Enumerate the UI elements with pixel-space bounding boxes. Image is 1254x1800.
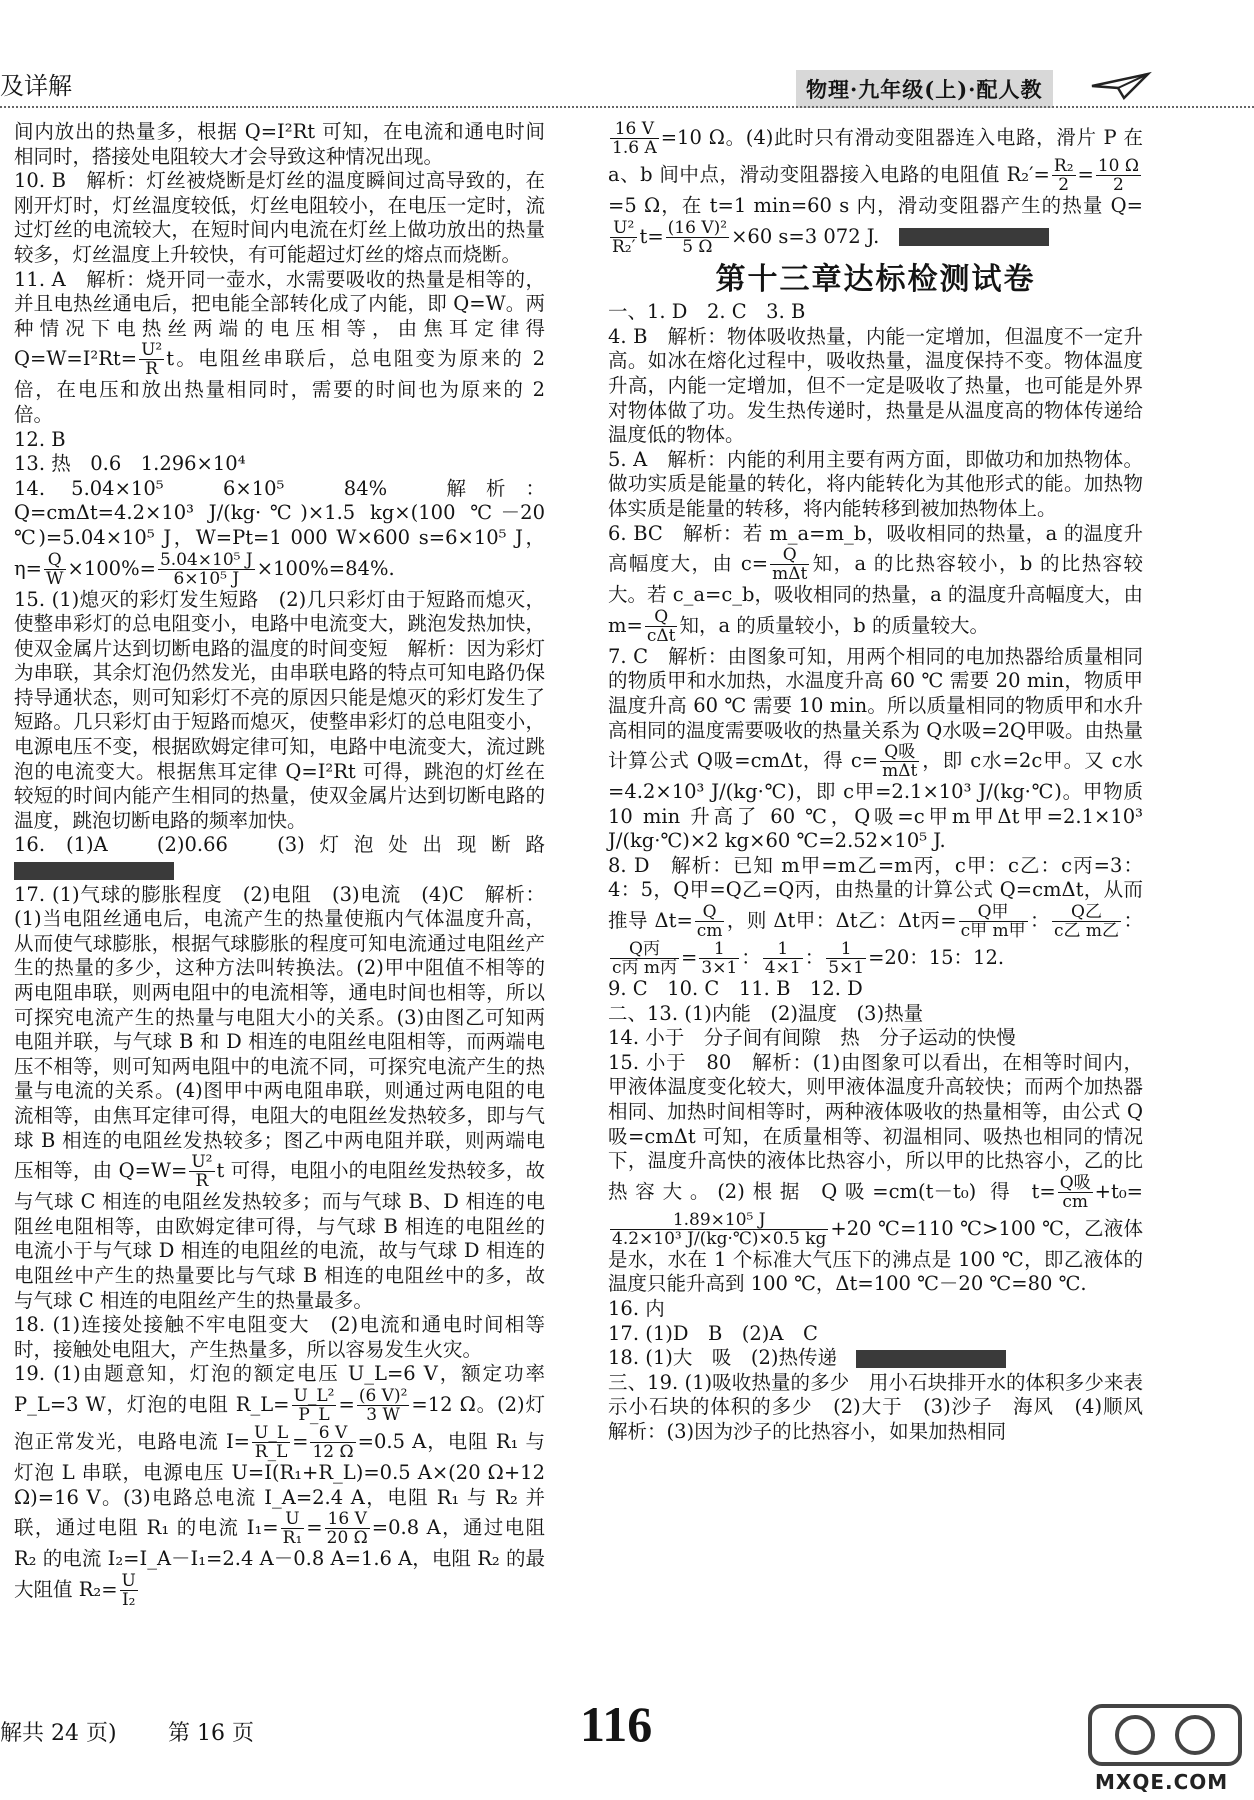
redaction-bar	[899, 228, 1049, 246]
footer-page: 第 16 页	[168, 1721, 254, 1746]
answer-14: 14. 小于 分子间有间隙 热 分子运动的快慢	[608, 1026, 1016, 1050]
fraction: $\frac{\text{Q丙}}{\text{c丙 m丙}}$	[612, 939, 678, 979]
fraction: $\frac{16 V}{20 \Omega}$	[326, 1509, 368, 1549]
fraction: $\frac{\text{(16 V)²}}{5 \Omega}$	[667, 217, 728, 257]
answer-19: 三、19. (1)吸收热量的多少 用小石块排开水的体积多少来表示小石块的体积的多少 (2)大于 (3)沙子 海风 (4)顺风 解析：(3)因为沙子的比热容小，如果加热相同	[608, 1370, 1163, 1443]
answer-13: 13. 热 0.6 1.296×10⁴	[14, 452, 246, 476]
fraction: $\frac{\text{Q吸}}{\text{mΔt}}$	[882, 742, 918, 782]
answer-15: 15. (1)熄灭的彩灯发生短路 (2)几只彩灯由于短路而熄灭，使整串彩灯的总电阻变小，电路中电流变大，跳泡发热加快，使双金属片达到切断电路的温度的时间变短 解析：因为彩灯为串联，其余灯泡仍然发光，由串联电路的特点可知电路仍保持导通状态，则可知彩灯不亮的原因只能是熄灭的彩灯发生了短路。几只彩灯由于短路而熄灭，使整串彩灯的总电阻变小，电源电压不变，根据欧姆定律可知，电路中电流变大，流过跳泡的电流变大。根据焦耳定律 Q=I²Rt 可得，跳泡的灯丝在较短的时间内能产生相同的热量，使双金属片达到切断电路的温度，跳泡切断电路的频率加快。	[14, 587, 545, 832]
answer-1-3: 一、1. D 2. C 3. B	[608, 300, 806, 324]
fraction: $\frac{\text{U²}}{R}$	[191, 1152, 213, 1192]
answer-18: 18. (1)连接处接触不牢电阻变大 (2)电流和通电时间相等时，接触处电阻大，产生热量多，所以容易发生火灾。	[14, 1313, 545, 1361]
fraction: $\frac{U}{\text{I₂}}$	[121, 1570, 136, 1610]
answer-5: 5. A 解析：内能的利用主要有两方面，即做功和加热物体。做功实质是能量的转化，将内能转化为其他形式的能。加热物体实质是能量的转移，将内能转移到被加热物体上。	[608, 447, 1143, 520]
answer-4: 4. B 解析：物体吸收热量，内能一定增加，但温度不一定升高。如冰在熔化过程中，吸收热量，温度保持不变。物体温度升高，内能一定增加，但不一定是吸收了热量，也可能是外界对物体做了功。发生热传递时，热量是从温度高的物体传递给温度低的物体。	[608, 324, 1143, 447]
fraction: $\frac{Q}{W}$	[46, 549, 64, 589]
header-right: 物理·九年级(上)·配人教	[796, 70, 1053, 108]
header-divider	[0, 106, 1254, 108]
fraction: $\frac{\text{U\_L²}}{P\_L}$	[293, 1385, 335, 1425]
answer-19: 19. (1)由题意知，灯泡的额定电压 U_L=6 V，额定功率 P_L=3 W，灯泡的电阻 R_L= $\frac{\text{U\_L²}}{P\_L}$ = $\frac{\text{(6 V)²}}{3 W}$ =12 Ω。(2)灯泡正常发光，电路电流 I= $\frac{U\_L}{R\_L}$ = $\frac{6 V}{12 \Omega}$ =0.5 A，电阻 R₁ 与灯泡 L 串联，电源电压 U=I(R₁+R_L)=0.5 A×(20 Ω+12 Ω)=16 V。(3)电路总电流 I_A=2.4 A，电阻 R₁ 与 R₂ 并联，通过电阻 R₁ 的电流 I₁= $\frac{U}{\text{R₁}}$ = $\frac{16 V}{20 \Omega}$ =0.8 A，通过电阻 R₂ 的电流 I₂=I_A－I₁=2.4 A－0.8 A=1.6 A，电阻 R₂ 的最大阻值 R₂= $\frac{U}{\text{I₂}}$	[14, 1362, 546, 1610]
answer-paragraph: 间内放出的热量多，根据 Q=I²Rt 可知，在电流和通电时间相同时，搭接处电阻较大才会导致这种情况出现。	[14, 120, 545, 168]
fraction: $\frac{\text{U²}}{\text{R₂′}}$	[612, 217, 636, 257]
fraction: $\frac{\text{R₂}}{2}$	[1053, 156, 1074, 195]
fraction: $\frac{1}{4\times 1}$	[764, 939, 801, 979]
answer-12: 12. B	[14, 427, 66, 451]
fraction: $\frac{6 V}{12 \Omega}$	[312, 1422, 354, 1462]
answer-14: 14. 5.04×10⁵ 6×10⁵ 84% 解析：Q=cmΔt=4.2×10³ J/(kg·℃)×1.5 kg×(100 ℃－20 ℃)=5.04×10⁵ J，W=Pt=1 000 W×600 s=6×10⁵ J，η= $\frac{Q}{W}$ ×100%= $\frac{\text{5.04×10⁵ J}}{\text{6×10⁵ J}}$ ×100%=84%.	[14, 476, 545, 589]
fraction: $\frac{\text{5.04×10⁵ J}}{\text{6×10⁵ J}}$	[159, 549, 253, 589]
answer-9-12: 9. C 10. C 11. B 12. D	[608, 977, 863, 1001]
answer-19-continued: $\frac{16 V}{1.6 A}$ =10 Ω。(4)此时只有滑动变阻器连入电路，滑片 P 在 a、b 间中点，滑动变阻器接入电路的电阻值 R₂′= $\frac{\text{R₂}}{2}$ = $\frac{10 \Omega}{2}$ =5 Ω，在 t=1 min=60 s 内，滑动变阻器产生的热量 Q= $\frac{\text{U²}}{\text{R₂′}}$ t= $\frac{\text{(16 V)²}}{5 \Omega}$ ×60 s=3 072 J.	[608, 119, 1143, 257]
fraction: $\frac{Q}{\text{cΔt}}$	[646, 606, 676, 646]
footer-left: 解共 24 页)	[0, 1721, 117, 1746]
fraction: $\frac{10 \Omega}{2}$	[1097, 156, 1139, 195]
answer-13: 二、13. (1)内能 (2)温度 (3)热量	[608, 1001, 924, 1025]
answer-16: 16. 内	[608, 1297, 665, 1320]
paper-plane-icon	[1090, 70, 1152, 102]
fraction: $\frac{\text{Q乙}}{\text{c乙 m乙}}$	[1054, 902, 1120, 942]
answer-17: 17. (1)气球的膨胀程度 (2)电阻 (3)电流 (4)C 解析：(1)当电阻丝通电后，电流产生的热量使瓶内气体温度升高，从而使气球膨胀，根据气球膨胀的程度可知电流通过电阻丝产生的热量的多少，这种方法叫转换法。(2)甲中阻值不相等的两电阻串联，则两电阻中的电流相等，通电时间也相等，所以可探究电流产生的热量与电阻大小的关系。(3)由图乙可知两电阻并联，与气球 B 和 D 相连的电阻丝电阻相等，而两端电压不相等，则可知两电阻中的电流不同，可探究电流产生的热量与电流的关系。(4)图甲中两电阻串联，则通过两电阻的电流相等，由焦耳定律可得，电阻大的电阻丝发热较多，即与气球 B 相连的电阻丝发热较多；图乙中两电阻并联，则两端电压相等，由 Q=W= $\frac{\text{U²}}{R}$ t 可得，电阻小的电阻丝发热较多，故与气球 C 相连的电阻丝发热较多；而与气球 B、D 相连的电阻丝电阻相等，由欧姆定律可得，与气球 B 相连的电阻丝的电流小于与气球 D 相连的电阻丝的电流，故与气球 D 相连的电阻丝中产生的热量要比与气球 B 相连的电阻丝中的多，故与气球 C 相连的电阻丝产生的热量最多。	[14, 882, 546, 1312]
fraction: $\frac{\text{1.89×10⁵ J}}{\text{4.2×10³ J/(kg·℃)×0.5 kg}}$	[612, 1209, 827, 1249]
redaction-bar	[14, 862, 174, 880]
fraction: $\frac{Q}{\text{mΔt}}$	[772, 545, 808, 585]
answer-7: 7. C 解析：由图象可知，用两个相同的电加热器给质量相同的物质甲和水加热，水温度升高 60 ℃ 需要 20 min，物质甲温度升高 60 ℃ 需要 10 min。所以质量相同的物质甲和水升高相同的温度需要吸收的热量关系为 Q水吸=2Q甲吸。由热量计算公式 Q吸=cmΔt，得 c= $\frac{\text{Q吸}}{\text{mΔt}}$ ，即 c水=2c甲。又 c水=4.2×10³ J/(kg·℃)，即 c甲=2.1×10³ J/(kg·℃)。甲物质 10 min 升高了 60 ℃，Q吸=c甲m甲Δt甲=2.1×10³ J/(kg·℃)×2 kg×60 ℃=2.52×10⁵ J.	[608, 644, 1143, 853]
fraction: $\frac{\text{Q甲}}{\text{c甲 m甲}}$	[960, 902, 1026, 942]
fraction: $\frac{\text{(6 V)²}}{3 W}$	[358, 1385, 408, 1425]
chapter-title: 第十三章达标检测试卷	[715, 261, 1036, 297]
fraction: $\frac{U\_L}{R\_L}$	[254, 1422, 289, 1462]
redaction-bar	[856, 1350, 1006, 1368]
fraction: $\frac{1}{3\times 1}$	[701, 939, 738, 979]
answer-17: 17. (1)D B (2)A C	[608, 1321, 818, 1345]
answer-6: 6. BC 解析：若 m_a=m_b，吸收相同的热量，a 的温度升高幅度大，由 c= $\frac{Q}{\text{mΔt}}$ 知，a 的比热容较小，b 的比热容较大。若 c_a=c_b，吸收相同的热量，a 的温度升高幅度大，由 m= $\frac{Q}{\text{cΔt}}$ 知，a 的质量较小，b 的质量较大。	[608, 521, 1143, 646]
answer-15: 15. 小于 80 解析：(1)由图象可以看出，在相等时间内，甲液体温度变化较大，则甲液体温度升高较快；而两个加热器相同、加热时间相等时，两种液体吸收的热量相等，由公式 Q吸=cmΔt 可知，在质量相等、初温相同、吸热也相同的情况下，温度升高快的液体比热容小，所以甲的比热容小，乙的比热容大。(2)根据 Q吸=cm(t－t₀) 得 t= $\frac{\text{Q吸}}{cm}$ +t₀= $\frac{\text{1.89×10⁵ J}}{\text{4.2×10³ J/(kg·℃)×0.5 kg}}$ +20 ℃=110 ℃>100 ℃，乙液体是水，水在 1 个标准大气压下的沸点是 100 ℃，即乙液体的温度只能升高到 100 ℃，Δt=100 ℃－20 ℃=80 ℃.	[608, 1050, 1143, 1296]
header-left: 及详解	[0, 72, 72, 100]
fraction: $\frac{16 V}{1.6 A}$	[612, 119, 657, 158]
fraction: $\frac{\text{Q吸}}{cm}$	[1059, 1172, 1091, 1212]
page-number: 116	[580, 1696, 653, 1752]
fraction: $\frac{U}{\text{R₁}}$	[282, 1509, 303, 1549]
answer-10: 10. B 解析：灯丝被烧断是灯丝的温度瞬间过高导致的，在刚开灯时，灯丝温度较低，灯丝电阻较小，在电压一定时，流过灯丝的电流较大，在短时间内电流在灯丝上做功放出的热量较多，灯丝温度上升较快，有可能超过灯丝的熔点而烧断。	[14, 169, 545, 266]
answer-11: 11. A 解析：烧开同一壶水，水需要吸收的热量是相等的，并且电热丝通电后，把电能全部转化成了内能，即 Q=W。两种情况下电热丝两端的电压相等，由焦耳定律得 Q=W=I²Rt= $\frac{\text{U²}}{R}$ t。电阻丝串联后，总电阻变为原来的 2 倍，在电压和放出热量相同时，需要的时间也为原来的 2 倍。	[14, 267, 545, 426]
answer-18: 18. (1)大 吸 (2)热传递	[608, 1346, 1143, 1371]
watermark-text: MXQE.COM	[1095, 1770, 1229, 1794]
answer-16: 16. (1)A (2)0.66 (3)灯泡处出现断路	[14, 833, 545, 882]
fraction: $\frac{1}{5\times 1}$	[828, 939, 865, 979]
left-column	[14, 120, 545, 1609]
fraction: $\frac{\text{U²}}{R}$	[141, 340, 163, 380]
answer-8: 8. D 解析：已知 m甲=m乙=m丙，c甲：c乙：c丙=3：4：5，Q甲=Q乙=Q丙，由热量的计算公式 Q=cmΔt，从而推导 Δt= $\frac{Q}{cm}$ ，则 Δt甲：Δt乙：Δt丙= $\frac{\text{Q甲}}{\text{c甲 m甲}}$ ： $\frac{\text{Q乙}}{\text{c乙 m乙}}$ ： $\frac{\text{Q丙}}{\text{c丙 m丙}}$ = $\frac{1}{3\times 1}$ ： $\frac{1}{4\times 1}$ ： $\frac{1}{5\times 1}$ =20：15：12.	[608, 853, 1143, 979]
fraction: $\frac{Q}{cm}$	[696, 902, 723, 942]
right-column	[608, 119, 1163, 1445]
